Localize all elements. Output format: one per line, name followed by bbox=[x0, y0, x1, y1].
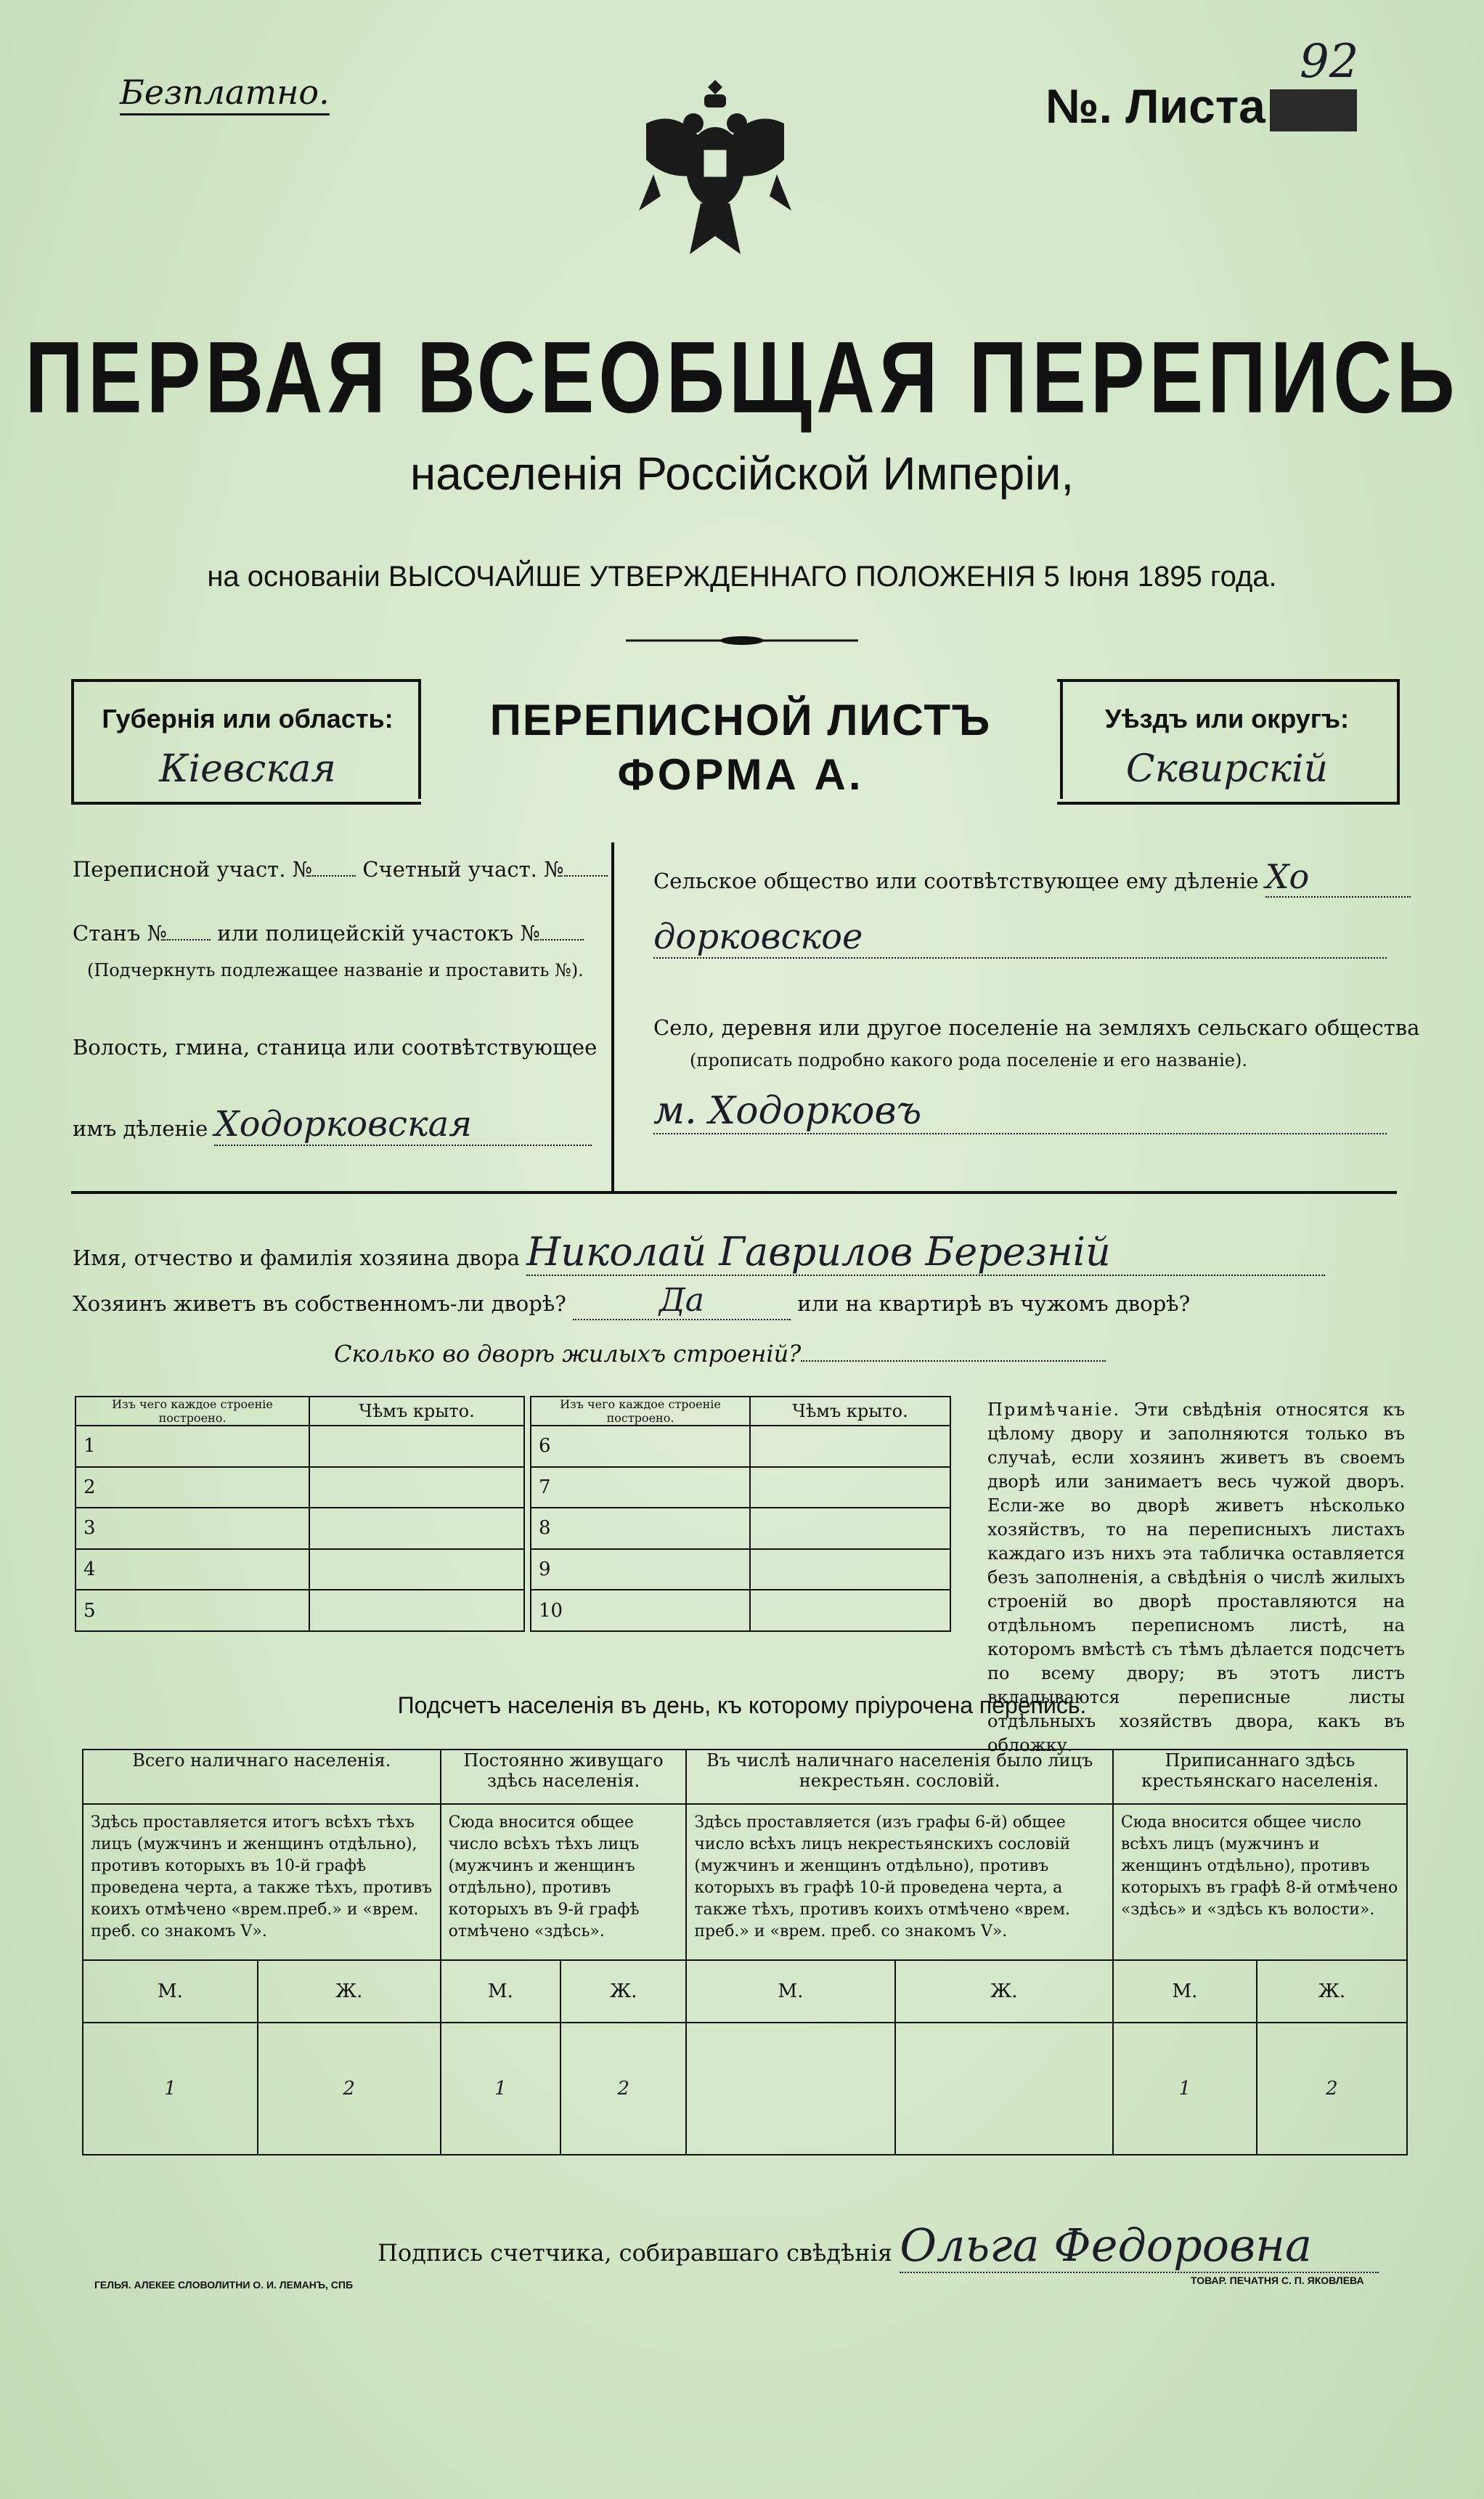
male-count bbox=[686, 2023, 894, 2155]
owner-lives-value: Да bbox=[573, 1282, 791, 1320]
male-count: 1 bbox=[1113, 2023, 1257, 2155]
form-title: ПЕРЕПИСНОЙ ЛИСТЪ bbox=[489, 696, 992, 744]
building-row: 6 bbox=[531, 1426, 750, 1467]
title-sub: населенія Россійской Имперіи, bbox=[409, 447, 1075, 500]
district-box bbox=[1057, 679, 1400, 805]
volost-field: имъ дѣленіе Ходорковская bbox=[73, 1104, 592, 1146]
male-header: М. bbox=[441, 1960, 561, 2023]
form-title-box bbox=[418, 679, 1063, 799]
printer-left: ГЕЛЬЯ. АЛЕКЕЕ СЛОВОЛИТНИ О. И. ЛЕМАНЪ, СПБ bbox=[94, 2279, 354, 2291]
note-text: Эти свѣдѣнія относятся къ цѣлому двору и заполняются только въ случаѣ, если хозяинъ живетъ въ своемъ дворѣ или занимаетъ весь чужой дворъ. Если-же во дворѣ живетъ нѣсколько хозяйствъ, то на переписныхъ листахъ каждаго изъ нихъ эта табличка оставляется безъ заполненія, а свѣдѣнія о числѣ жилыхъ строеній во дворѣ проставляются на отдѣльномъ переписномъ листѣ, на которомъ вмѣстѣ съ тѣмъ дѣлается подсчетъ по всему двору; въ этотъ листъ вкладываются переписные листы отдѣльныхъ хозяйствъ двора, какъ въ обложку. bbox=[987, 1399, 1405, 1755]
owner-name-field: Имя, отчество и фамилія хозяина двора Николай Гаврилов Березній bbox=[73, 1229, 1325, 1276]
female-header: Ж. bbox=[560, 1960, 686, 2023]
pop-col-desc: Сюда вносится общее число всѣхъ тѣхъ лицъ (мужчинъ и женщинъ отдѣльно), противъ которыхъ въ 9-й графѣ отмѣчено «здѣсь». bbox=[441, 1804, 687, 1960]
province-box bbox=[71, 679, 421, 805]
pop-col-head: Всего наличнаго населенія. bbox=[83, 1750, 441, 1804]
pop-col-desc: Сюда вносится общее число всѣхъ лицъ (мужчинъ и женщинъ отдѣльно), противъ которыхъ въ графѣ 8-й отмѣчено «здѣсь» и «здѣсь къ волости». bbox=[1113, 1804, 1407, 1960]
female-count: 2 bbox=[258, 2023, 441, 2155]
note-title: Примѣчаніе. bbox=[987, 1399, 1121, 1420]
female-count: 2 bbox=[1257, 2023, 1407, 2155]
buildings-question: Сколько во дворѣ жилыхъ строеній? bbox=[334, 1340, 1106, 1368]
ornament-divider bbox=[626, 635, 858, 646]
sheet-number-handwritten: 92 bbox=[1300, 35, 1359, 89]
volost-value: Ходорковская bbox=[214, 1104, 592, 1146]
pop-col-head: Приписаннаго здѣсь крестьянскаго населенія. bbox=[1113, 1750, 1407, 1804]
pop-col-desc: Здѣсь проставляется (изъ графы 6-й) общее число всѣхъ лицъ некрестьянскихъ сословій (мужчинъ и женщинъ отдѣльно), противъ которыхъ въ графѣ 10-й проведена черта, а также тѣхъ, противъ коихъ отмѣчено «врем. преб.» и «врем. преб. со знакомъ V». bbox=[686, 1804, 1113, 1960]
pop-col-head: Постоянно живущаго здѣсь населенія. bbox=[441, 1750, 687, 1804]
building-row: 4 bbox=[76, 1549, 309, 1590]
building-row: 9 bbox=[531, 1549, 750, 1590]
address-divider bbox=[611, 842, 614, 1191]
owner-name-value: Николай Гаврилов Березній bbox=[526, 1229, 1325, 1276]
male-header: М. bbox=[1113, 1960, 1257, 2023]
signature-field: Подпись счетчика, собиравшаго свѣдѣнія Ольга Федоровна bbox=[378, 2219, 1379, 2273]
district-label: Уѣздъ или округъ: bbox=[1104, 704, 1350, 734]
building-row: 10 bbox=[531, 1590, 750, 1631]
underline-note: (Подчеркнуть подлежащее названіе и проставить №). bbox=[87, 960, 584, 980]
village-label: Село, деревня или другое поселеніе на земляхъ сельскаго общества bbox=[653, 1015, 1420, 1040]
female-header: Ж. bbox=[1257, 1960, 1407, 2023]
pop-col-desc: Здѣсь проставляется итогъ всѣхъ тѣхъ лицъ (мужчинъ и женщинъ отдѣльно), противъ которыхъ въ 10-й графѣ проведена черта, а также тѣхъ, противъ коихъ отмѣчено «врем.преб.» и «врем. преб. со знакомъ V». bbox=[83, 1804, 441, 1960]
building-row: 8 bbox=[531, 1508, 750, 1549]
sheet-number-stamp bbox=[1270, 89, 1357, 131]
village-value: м. Ходорковъ bbox=[653, 1089, 1387, 1134]
buildings-col-roof: Чѣмъ крыто. bbox=[750, 1397, 950, 1426]
village-note: (прописать подробно какого рода поселеніе и его названіе). bbox=[690, 1050, 1247, 1070]
male-header: М. bbox=[686, 1960, 894, 2023]
buildings-col-material: Изъ чего каждое строеніе построено. bbox=[531, 1397, 750, 1426]
address-bottom-rule bbox=[71, 1191, 1397, 1194]
society-value-line bbox=[653, 917, 1387, 959]
free-label: Безплатно. bbox=[120, 73, 330, 112]
village-value-line bbox=[653, 1089, 1387, 1134]
title-basis: на основаніи ВЫСОЧАЙШЕ УТВЕРЖДЕННАГО ПОЛОЖЕНІЯ 5 Іюня 1895 года. bbox=[207, 561, 1277, 593]
census-area-field: Переписной участ. № Счетный участ. № bbox=[73, 857, 608, 882]
province-label: Губернія или область: bbox=[102, 704, 394, 734]
buildings-table-left bbox=[75, 1396, 525, 1632]
signature-value: Ольга Федоровна bbox=[900, 2219, 1379, 2273]
population-title: Подсчетъ населенія въ день, къ которому пріурочена перепись. bbox=[397, 1692, 1087, 1718]
sheet-number-label: №. Листа bbox=[1045, 79, 1265, 133]
female-count: 2 bbox=[560, 2023, 686, 2155]
female-header: Ж. bbox=[895, 1960, 1113, 2023]
owner-lives-field: Хозяинъ живетъ въ собственномъ-ли дворѣ? Да или на квартирѣ въ чужомъ дворѣ? bbox=[73, 1282, 1191, 1319]
female-count bbox=[895, 2023, 1113, 2155]
male-header: М. bbox=[83, 1960, 258, 2023]
title-main: ПЕРВАЯ ВСЕОБЩАЯ ПЕРЕПИСЬ bbox=[25, 320, 1459, 434]
pop-col-head: Въ числѣ наличнаго населенія было лицъ некрестьян. сословій. bbox=[686, 1750, 1113, 1804]
society-value-2: дорковское bbox=[653, 917, 1387, 959]
male-count: 1 bbox=[441, 2023, 561, 2155]
buildings-table-right bbox=[530, 1396, 951, 1632]
imperial-eagle-emblem bbox=[632, 65, 799, 283]
volost-label: Волость, гмина, станица или соотвѣтствующее bbox=[73, 1035, 598, 1060]
printer-right: ТОВАР. ПЕЧАТНЯ С. П. ЯКОВЛЕВА bbox=[1191, 2275, 1364, 2286]
population-table bbox=[82, 1749, 1408, 2155]
building-row: 1 bbox=[76, 1426, 309, 1467]
buildings-col-roof: Чѣмъ крыто. bbox=[309, 1397, 524, 1426]
stan-field: Станъ № или полицейскій участокъ № bbox=[73, 921, 584, 946]
building-row: 3 bbox=[76, 1508, 309, 1549]
male-count: 1 bbox=[83, 2023, 258, 2155]
district-value: Сквирскій bbox=[1125, 747, 1329, 791]
form-subtitle: ФОРМА А. bbox=[617, 750, 864, 799]
society-field: Сельское общество или соотвѣтствующее ему дѣленіе Хо bbox=[653, 857, 1411, 898]
building-row: 5 bbox=[76, 1590, 309, 1631]
province-value: Кіевская bbox=[159, 747, 336, 791]
building-row: 2 bbox=[76, 1467, 309, 1508]
society-value-1: Хо bbox=[1265, 857, 1411, 898]
female-header: Ж. bbox=[258, 1960, 441, 2023]
building-row: 7 bbox=[531, 1467, 750, 1508]
buildings-col-material: Изъ чего каждое строеніе построено. bbox=[76, 1397, 309, 1426]
